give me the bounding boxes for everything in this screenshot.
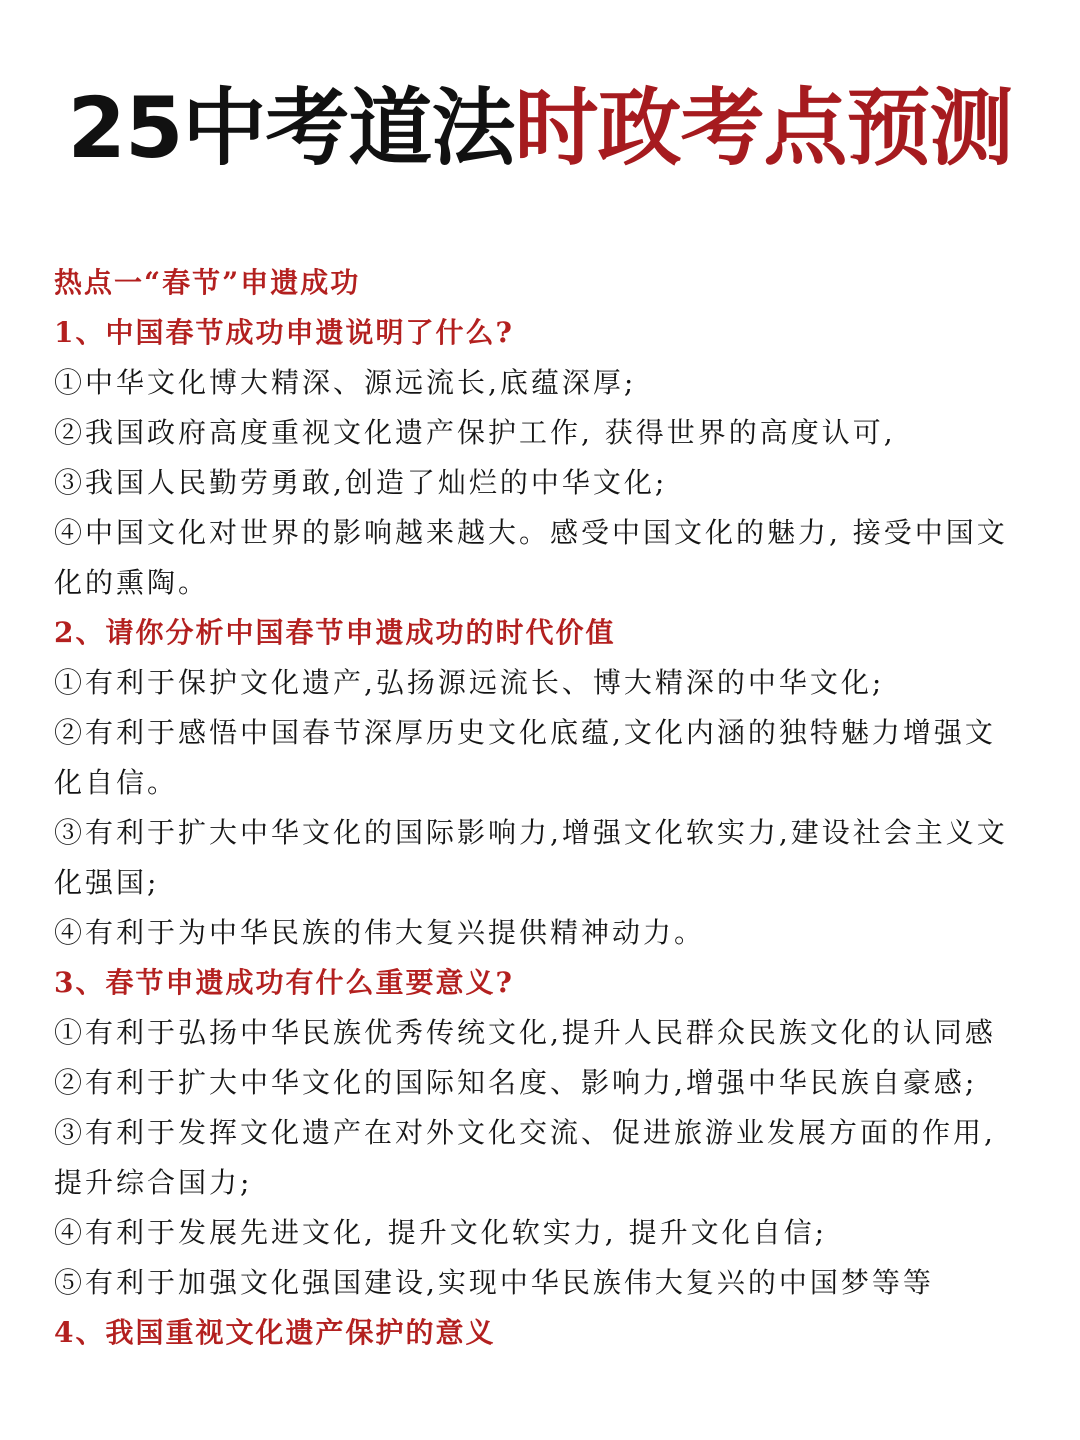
section-heading-hotspot-one: 热点一“春节”申遗成功: [54, 266, 361, 299]
answer-line: ②我国政府高度重视文化遗产保护工作, 获得世界的高度认可,: [54, 416, 896, 449]
answer-line: ⑤有利于加强文化强国建设,实现中华民族伟大复兴的中国梦等等: [54, 1266, 934, 1299]
answer-line-continued: 化自信。: [54, 766, 179, 799]
page-title: [0, 78, 1080, 178]
answer-line-continued: 化的熏陶。: [54, 566, 210, 599]
answer-line: ③我国人民勤劳勇敢,创造了灿烂的中华文化;: [54, 466, 668, 499]
question-heading-1: 1、中国春节成功申遗说明了什么?: [54, 316, 514, 349]
question-heading-2: 2、请你分析中国春节申遗成功的时代价值: [54, 616, 616, 649]
answer-line-continued: 化强国;: [54, 866, 160, 899]
answer-line: ③有利于扩大中华文化的国际影响力,增强文化软实力,建设社会主义文: [54, 816, 1008, 849]
answer-line: ③有利于发挥文化遗产在对外文化交流、促进旅游业发展方面的作用,: [54, 1116, 996, 1149]
title-red-part: 时政考点预测: [514, 79, 1013, 177]
question-heading-3: 3、春节申遗成功有什么重要意义?: [54, 966, 514, 999]
answer-line: ④中国文化对世界的影响越来越大。感受中国文化的魅力, 接受中国文: [54, 516, 1008, 549]
answer-line: ①中华文化博大精深、源远流长,底蕴深厚;: [54, 366, 637, 399]
answer-line: ①有利于弘扬中华民族优秀传统文化,提升人民群众民族文化的认同感: [54, 1016, 996, 1049]
question-heading-4: 4、我国重视文化遗产保护的意义: [54, 1316, 496, 1349]
answer-line: ②有利于扩大中华文化的国际知名度、影响力,增强中华民族自豪感;: [54, 1066, 978, 1099]
answer-line: ④有利于发展先进文化, 提升文化软实力, 提升文化自信;: [54, 1216, 828, 1249]
answer-line: ④有利于为中华民族的伟大复兴提供精神动力。: [54, 916, 706, 949]
answer-line: ②有利于感悟中国春节深厚历史文化底蕴,文化内涵的独特魅力增强文: [54, 716, 996, 749]
answer-line: ①有利于保护文化遗产,弘扬源远流长、博大精深的中华文化;: [54, 666, 885, 699]
title-black-part: 25中考道法: [67, 79, 515, 177]
answer-line-continued: 提升综合国力;: [54, 1166, 253, 1199]
document-content: [54, 258, 1029, 1358]
